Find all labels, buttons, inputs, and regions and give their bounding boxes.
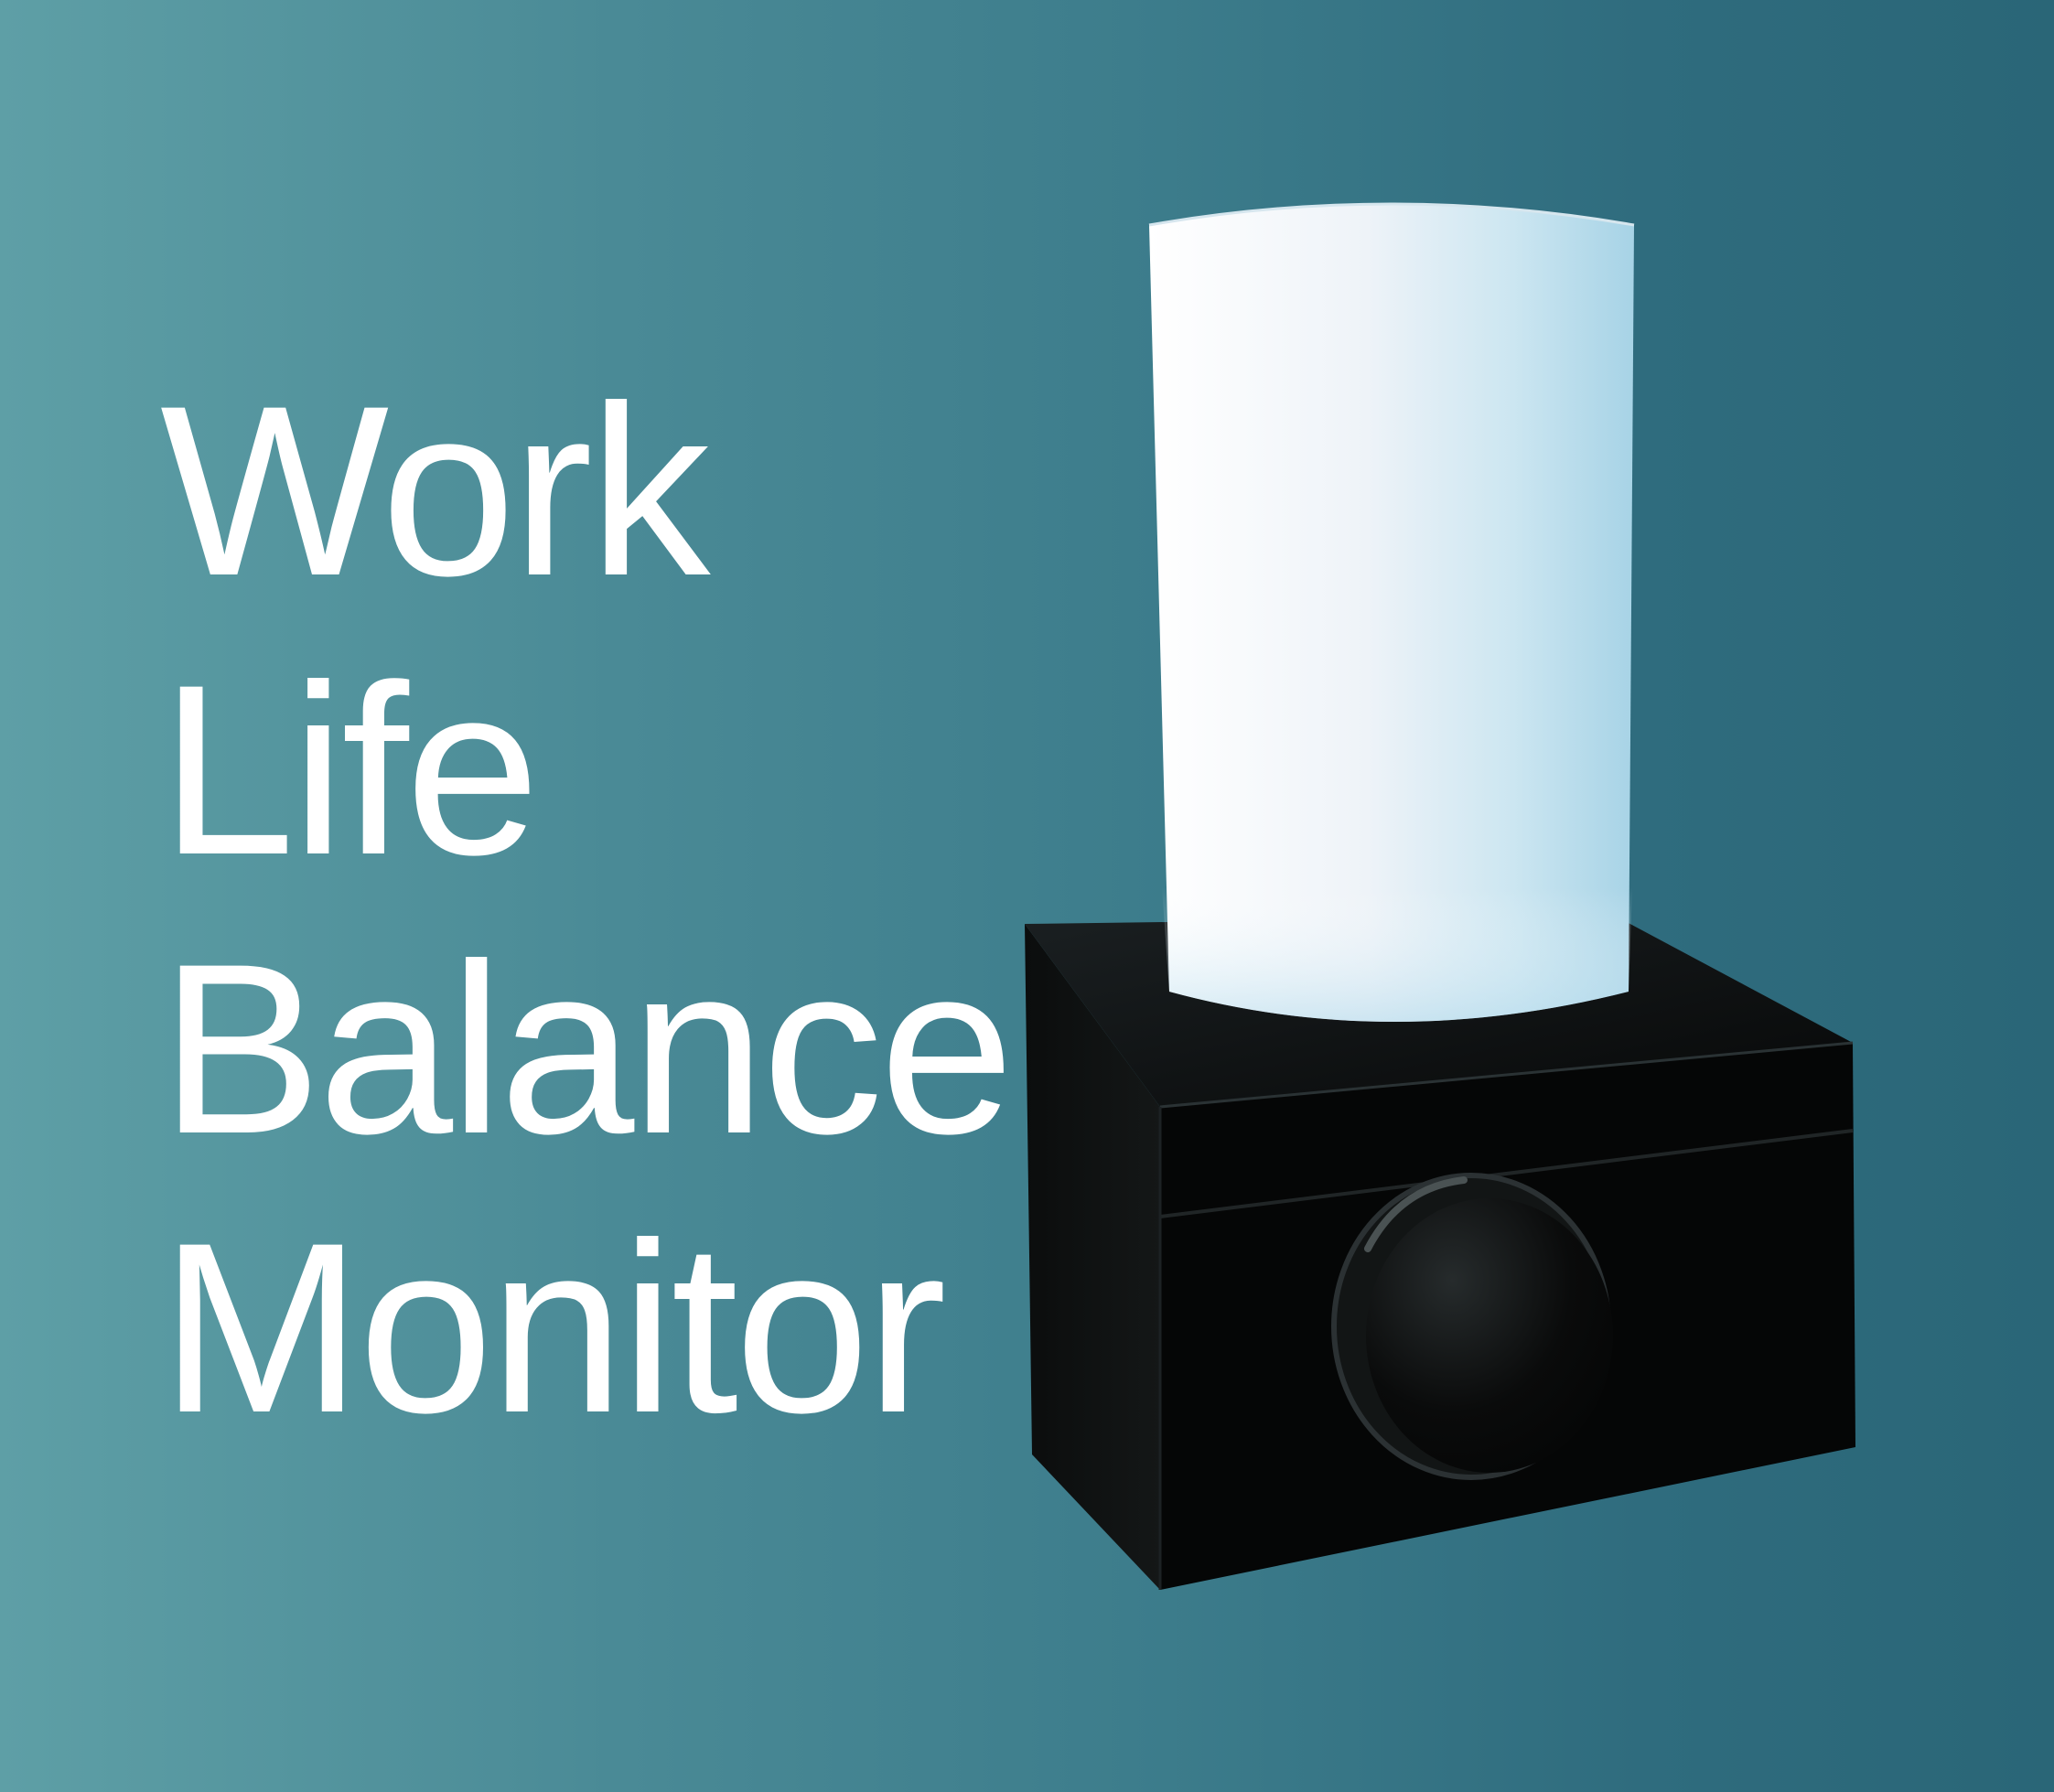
title-line-monitor: Monitor: [160, 1193, 943, 1464]
round-knob-icon: [1366, 1198, 1613, 1473]
monitor-device-illustration: [1006, 174, 1921, 1619]
title-line-work: Work: [160, 356, 707, 627]
title-line-balance: Balance: [160, 914, 1011, 1185]
title-block: [160, 352, 1038, 1464]
device-svg: [1006, 174, 1921, 1619]
cylinder-bottom-shade: [1162, 887, 1632, 1022]
title-line-life: Life: [160, 635, 537, 906]
